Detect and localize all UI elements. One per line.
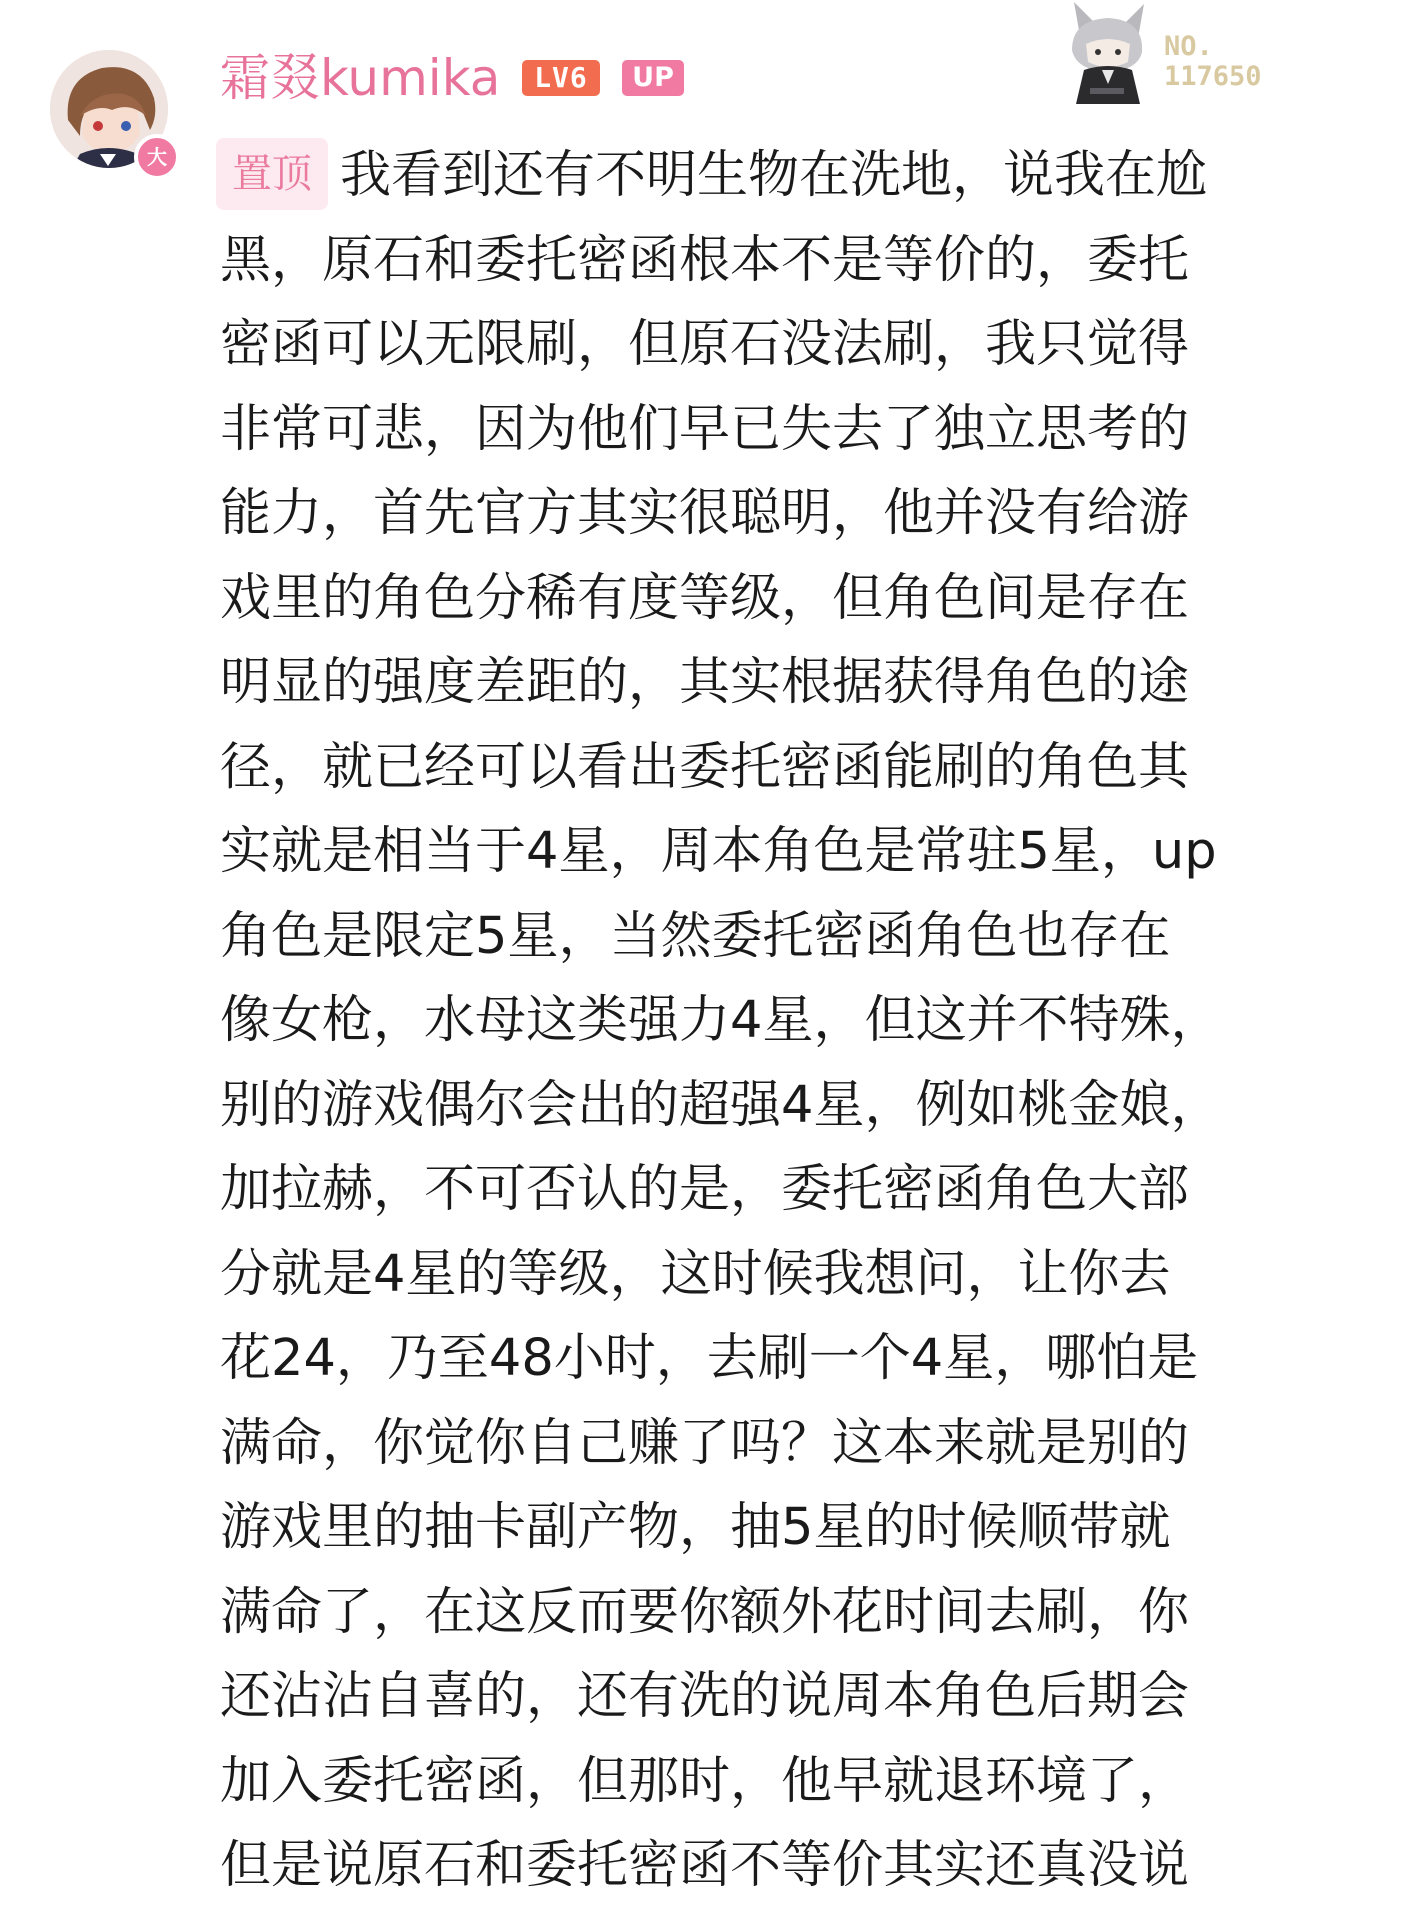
comment-line: 实就是相当于4星，周本角色是常驻5星，up [220, 822, 1217, 881]
comment-line: 满命了，在这反而要你额外花时间去刷，你 [220, 1582, 1190, 1642]
comment-line: 游戏里的抽卡副产物，抽5星的时候顺带就 [220, 1498, 1171, 1557]
fan-number-text: NO. 117650 [1164, 31, 1262, 92]
comment-line: 径，就已经可以看出委托密函能刷的角色其 [220, 737, 1190, 797]
user-level-badge: LV6 [522, 60, 600, 96]
comment-line: 密函可以无限刷，但原石没法刷，我只觉得 [220, 315, 1190, 374]
comment-line: 满命，你觉你自己赚了吗？这本来就是别的 [220, 1413, 1190, 1473]
comment-line: 黑，原石和委托密函根本不是等价的，委托 [220, 230, 1190, 290]
comment-line: 分就是4星的等级，这时候我想问，让你去 [220, 1244, 1171, 1304]
comment-line-text: 我看到还有不明生物在洗地，说我在尬 [340, 146, 1208, 205]
comment-line: 角色是限定5星，当然委托密函角色也存在 [220, 906, 1171, 966]
comment-line: 但是说原石和委托密函不等价其实还真没说 [220, 1836, 1190, 1895]
comment-line: 别的游戏偶尔会出的超强4星，例如桃金娘， [220, 1075, 1222, 1135]
username[interactable]: 霜叕kumika [220, 49, 501, 107]
comment-line [220, 134, 1370, 219]
comment-line: 非常可悲，因为他们早已失去了独立思考的 [220, 399, 1190, 459]
avatar-container[interactable] [50, 50, 168, 168]
avatar-level-badge: 大 [134, 134, 180, 180]
comment-line: 戏里的角色分稀有度等级，但角色间是存在 [220, 568, 1190, 628]
comment-line: 加入委托密函，但那时，他早就退环境了， [220, 1751, 1190, 1811]
up-badge: UP [622, 60, 684, 96]
pinned-tag: 置顶 [216, 138, 328, 210]
comment-line: 能力，首先官方其实很聪明，他并没有给游 [220, 484, 1190, 543]
comment-line: 还沾沾自喜的，还有洗的说周本角色后期会 [220, 1667, 1190, 1726]
comment-content [220, 134, 1370, 1909]
wolf-chibi-figure-icon [1052, 0, 1162, 108]
comment-line: 花24，乃至48小时，去刷一个4星，哪怕是 [220, 1329, 1199, 1388]
comment-line: 像女枪，水母这类强力4星，但这并不特殊， [220, 991, 1222, 1050]
comment-line: 明显的强度差距的，其实根据获得角色的途 [220, 653, 1190, 712]
fan-number-badge [1164, 32, 1304, 92]
comment-line: 加拉赫，不可否认的是，委托密函角色大部 [220, 1160, 1190, 1219]
